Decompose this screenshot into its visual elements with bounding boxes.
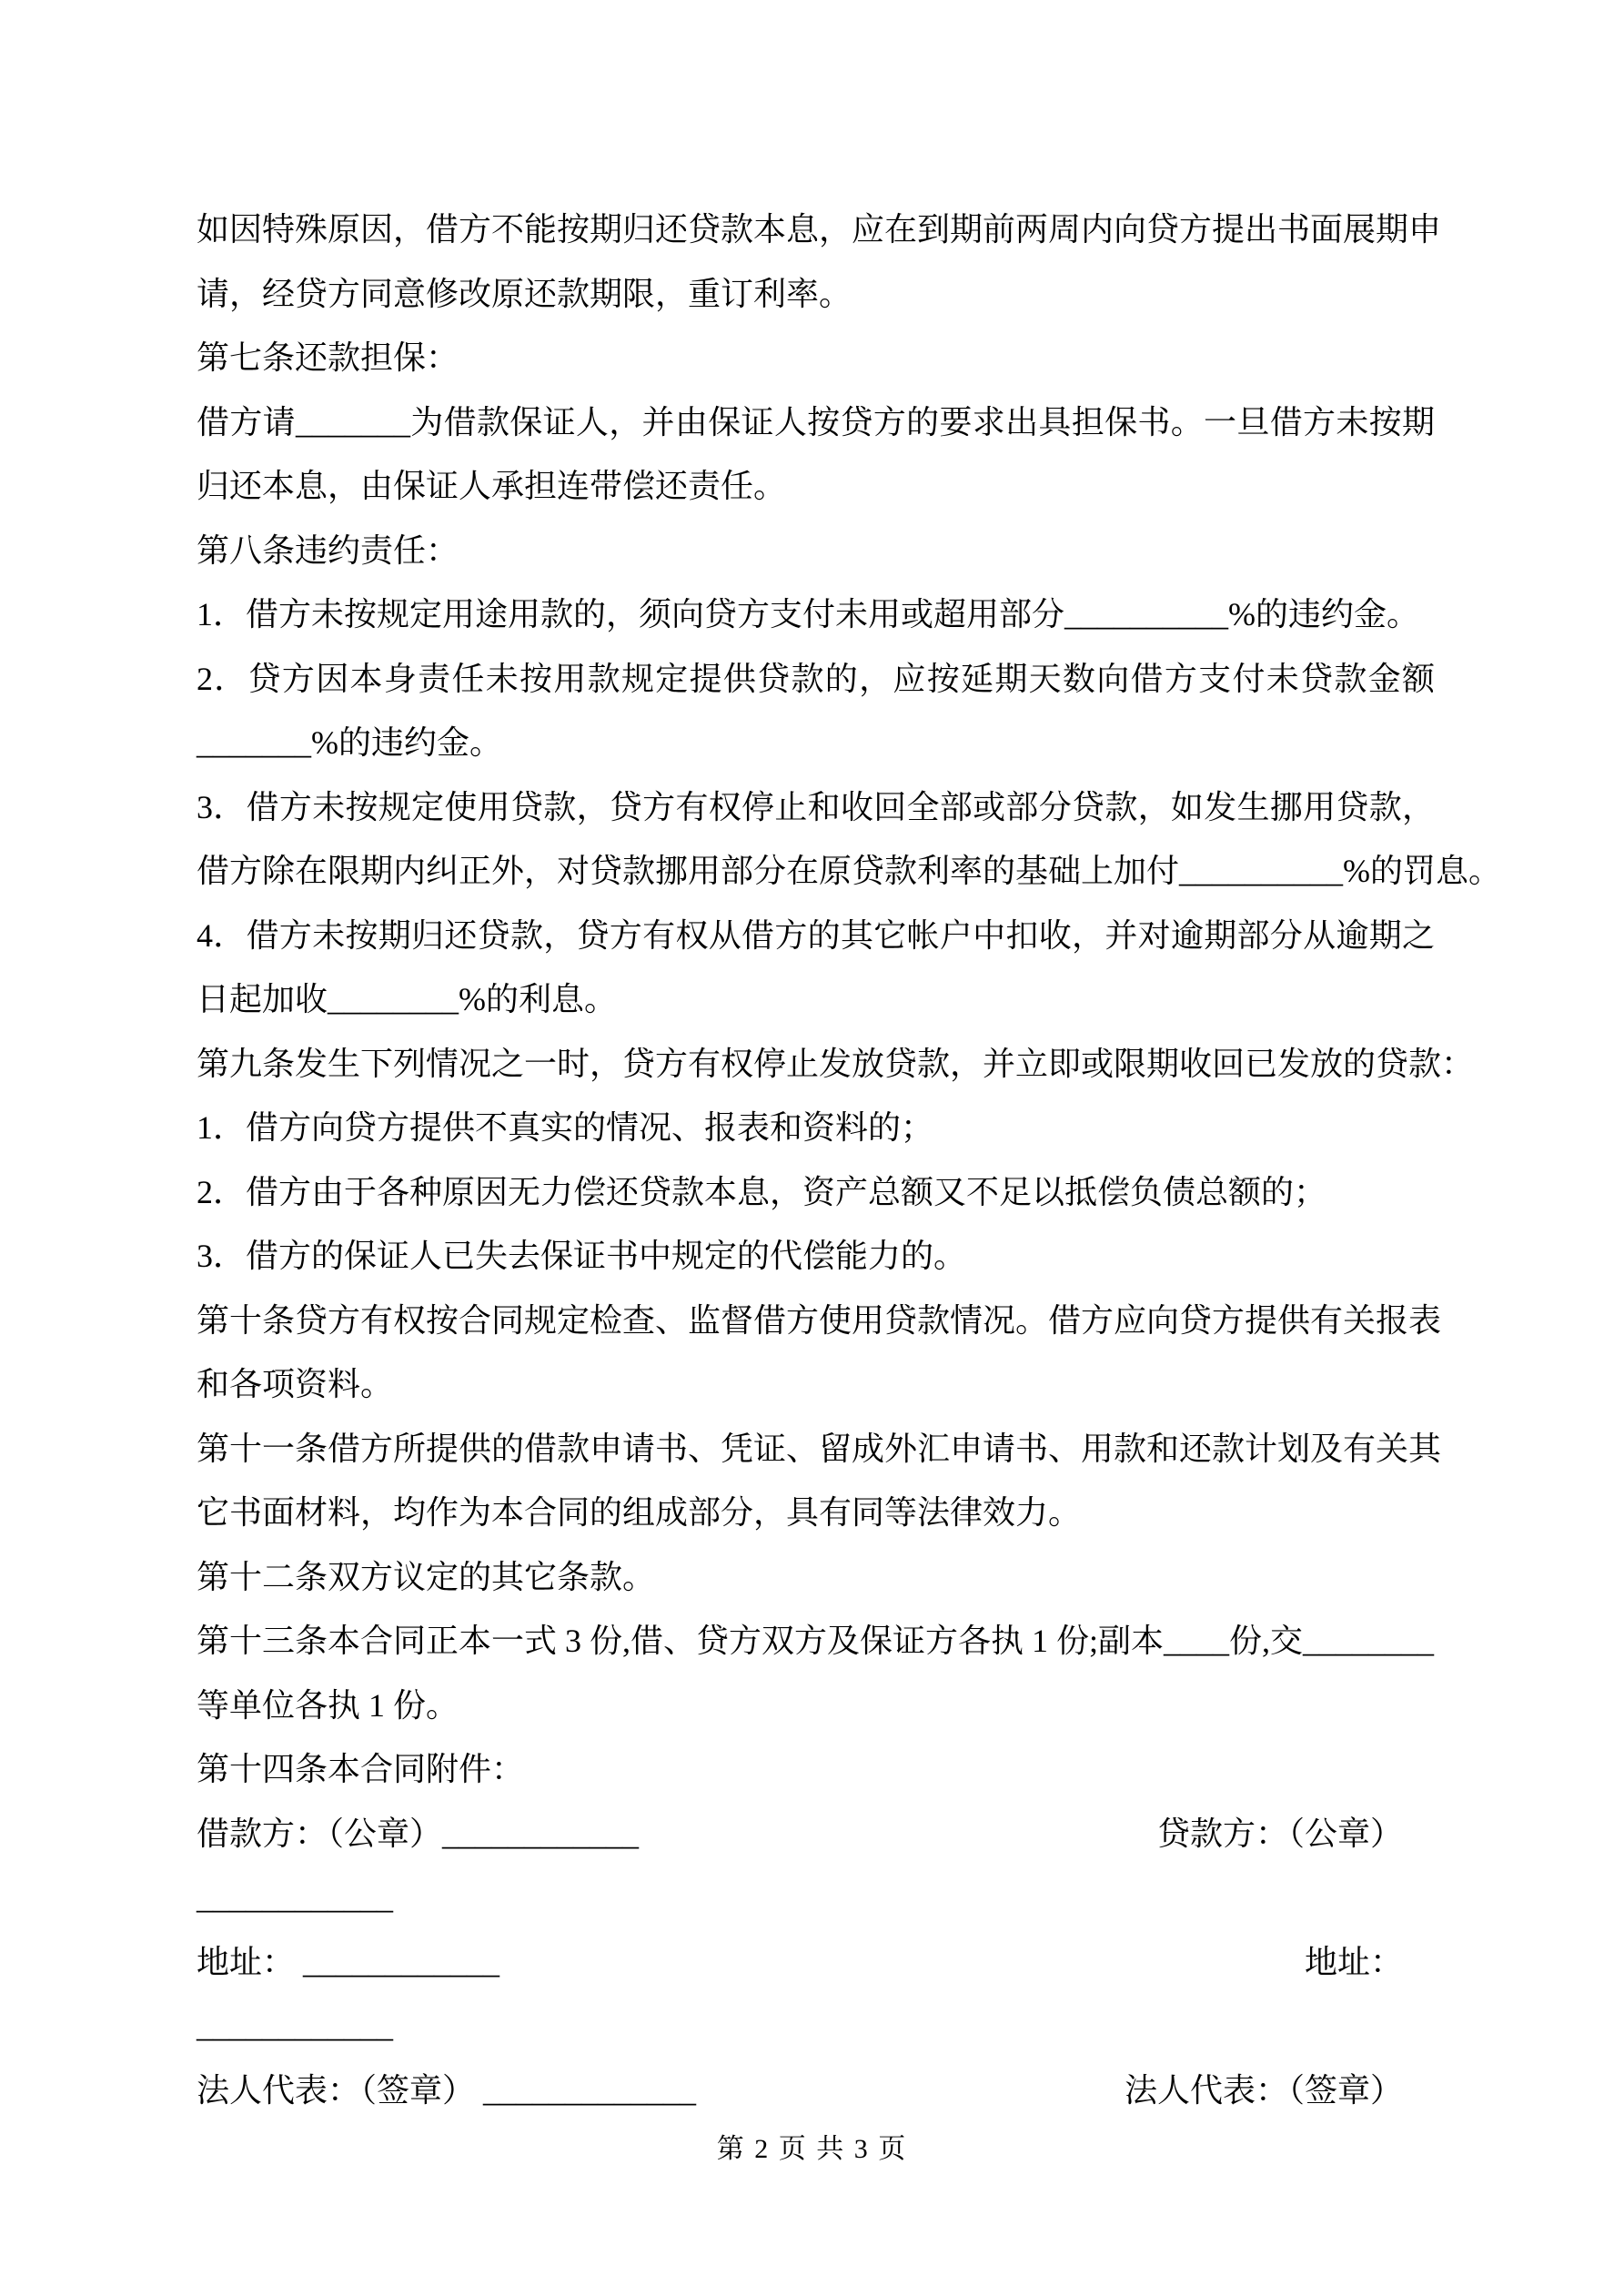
body-line: 第七条还款担保： — [197, 339, 459, 376]
signature-row — [197, 1802, 1435, 1866]
body-line: 第十四条本合同附件： — [197, 1751, 525, 1787]
document-body — [197, 197, 1501, 2122]
body-line: ____________ — [197, 1879, 393, 1916]
body-line: 3．借方的保证人已失去保证书中规定的代偿能力的。 — [197, 1238, 967, 1274]
body-line: _______%的违约金。 — [197, 724, 502, 761]
body-line: 第九条发生下列情况之一时，贷方有权停止发放贷款，并立即或限期收回已发放的贷款： — [197, 1045, 1475, 1082]
body-line: 归还本息，由保证人承担连带偿还责任。 — [197, 468, 787, 504]
body-line: 如因特殊原因，借方不能按期归还贷款本息，应在到期前两周内向贷方提出书面展期申 — [197, 211, 1442, 248]
body-line: 4．借方未按期归还贷款，贷方有权从借方的其它帐户中扣收，并对逾期部分从逾期之 — [197, 916, 1435, 954]
body-line: 借方请_______为借款保证人，并由保证人按贷方的要求出具担保书。一旦借方未按期 — [197, 403, 1435, 440]
signature-left-label: 借款方：（公章）____________ — [197, 1815, 640, 1852]
body-line: 第十条贷方有权按合同规定检查、监督借方使用贷款情况。借方应向贷方提供有关报表 — [197, 1301, 1442, 1339]
signature-row — [197, 2058, 1435, 2123]
signature-left-label: 法人代表：（签章） _____________ — [197, 2071, 697, 2109]
body-line: 借方除在限期内纠正外，对贷款挪用部分在原贷款利率的基础上加付__________%的罚息。 — [197, 853, 1501, 889]
body-line: 和各项资料。 — [197, 1366, 394, 1402]
body-line: 第十一条借方所提供的借款申请书、凭证、留成外汇申请书、用款和还款计划及有关其 — [197, 1430, 1442, 1467]
signature-left-label: 地址： ____________ — [197, 1943, 500, 1980]
body-line: 1．借方未按规定用途用款的，须向贷方支付未用或超用部分__________%的违约金。 — [197, 596, 1419, 632]
signature-right-label: 贷款方：（公章） — [1156, 1815, 1403, 1852]
body-line: 请，经贷方同意修改原还款期限，重订利率。 — [197, 275, 852, 312]
body-line: ____________ — [197, 2008, 393, 2044]
body-line: 第十三条本合同正本一式 3 份,借、贷方双方及保证方各执 1 份;副本____份,交________ — [197, 1623, 1435, 1659]
body-line: 1．借方向贷方提供不真实的情况、报表和资料的； — [197, 1109, 934, 1146]
body-line: 2．贷方因本身责任未按用款规定提供贷款的，应按延期天数向借方支付未贷款金额 — [197, 660, 1435, 697]
page-footer: 第 2 页 共 3 页 — [716, 2134, 908, 2164]
signature-right-label: 地址： — [1304, 1943, 1403, 1980]
body-line: 日起加收________%的利息。 — [197, 981, 617, 1017]
body-line: 它书面材料，均作为本合同的组成部分，具有同等法律效力。 — [197, 1494, 1082, 1531]
body-line: 第十二条双方议定的其它条款。 — [197, 1558, 656, 1595]
body-line: 2．借方由于各种原因无力偿还贷款本息，资产总额又不足以抵偿负债总额的； — [197, 1173, 1327, 1210]
body-line: 3．借方未按规定使用贷款，贷方有权停止和收回全部或部分贷款，如发生挪用贷款， — [197, 788, 1435, 825]
signature-row — [197, 1930, 1435, 1995]
signature-right-label: 法人代表：（签章） — [1124, 2071, 1403, 2109]
body-line: 等单位各执 1 份。 — [197, 1686, 459, 1724]
body-line: 第八条违约责任： — [197, 531, 459, 569]
